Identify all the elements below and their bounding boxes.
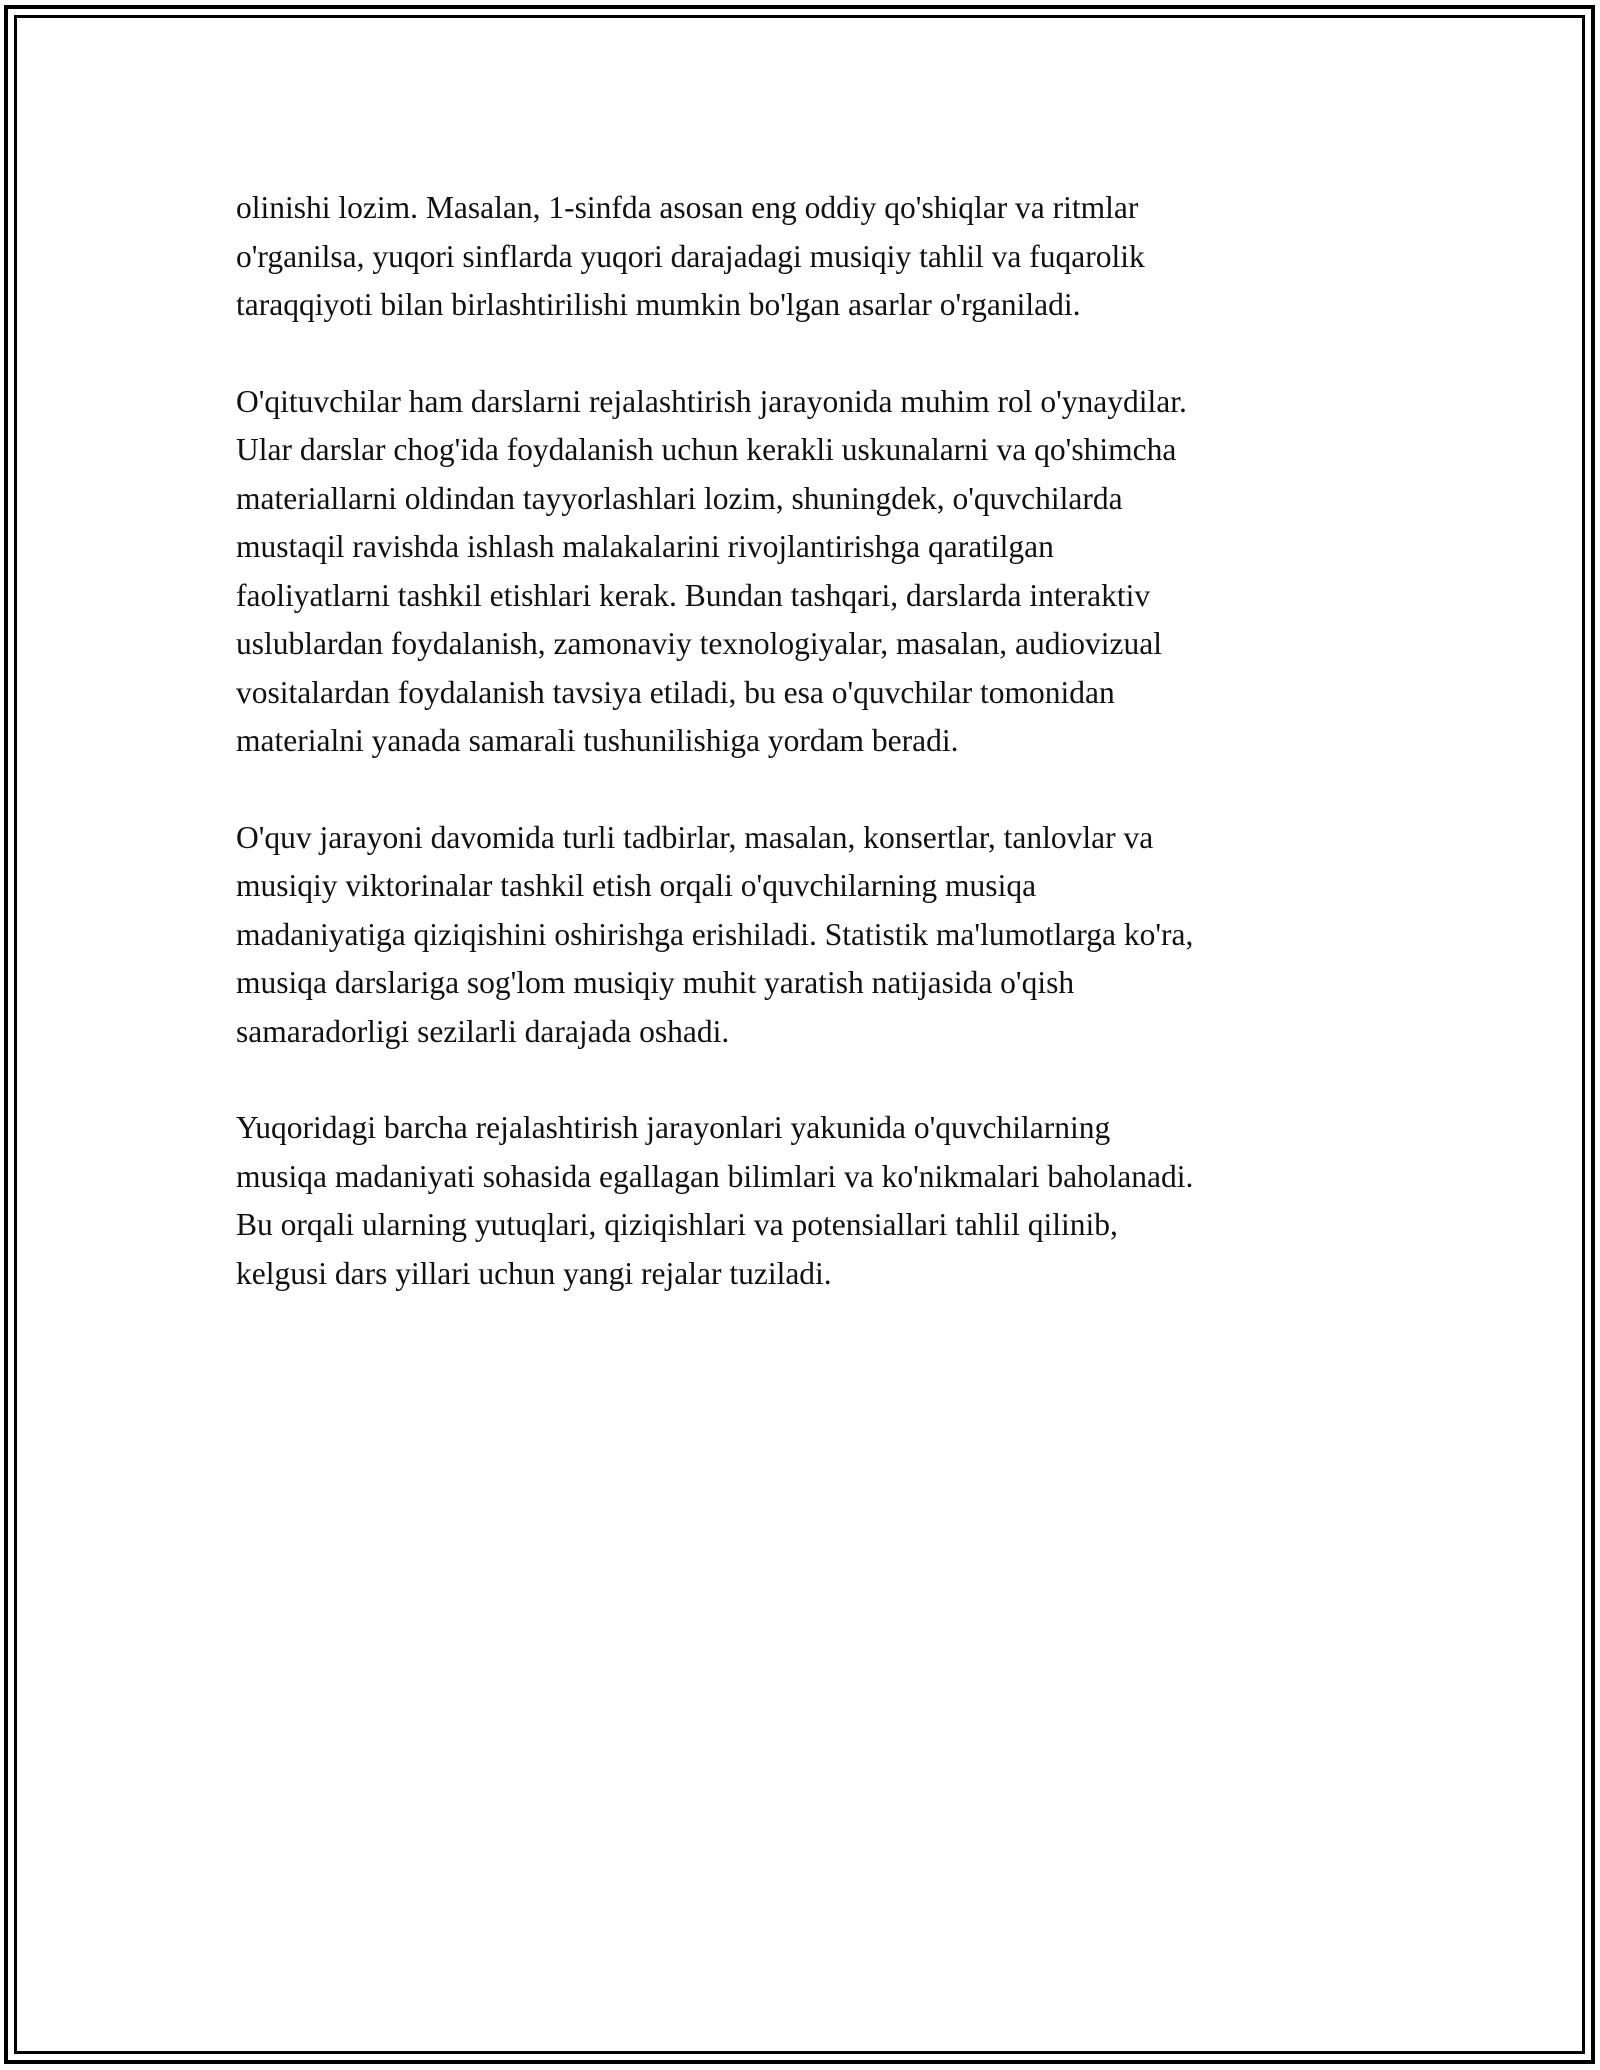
text-line: vositalardan foydalanish tavsiya etiladi, bu esa o'quvchilar tomonidan bbox=[236, 674, 1115, 710]
text-line: musiqiy viktorinalar tashkil etish orqali o'quvchilarning musiqa bbox=[236, 868, 1037, 903]
paragraph-4 bbox=[236, 1104, 1366, 1298]
text-line: o'rganilsa, yuqori sinflarda yuqori darajadagi musiqiy tahlil va fuqarolik bbox=[236, 238, 1145, 274]
text-line: taraqqiyoti bilan birlashtirilishi mumkin bo'lgan asarlar o'rganiladi. bbox=[236, 287, 1081, 322]
text-line: samaradorligi sezilarli darajada oshadi. bbox=[236, 1013, 730, 1049]
text-line: Yuqoridagi barcha rejalashtirish jarayonlari yakunida o'quvchilarning bbox=[236, 1110, 1111, 1145]
text-line: musiqa madaniyati sohasida egallagan bilimlari va ko'nikmalari baholanadi. bbox=[236, 1158, 1194, 1194]
text-line: mustaqil ravishda ishlash malakalarini rivojlantirishga qaratilgan bbox=[236, 529, 1054, 564]
text-line: Bu orqali ularning yutuqlari, qiziqishlari va potensiallari tahlil qilinib, bbox=[236, 1207, 1118, 1242]
text-line: materialni yanada samarali tushunilishiga yordam beradi. bbox=[236, 723, 959, 758]
paragraph-2 bbox=[236, 378, 1366, 766]
paragraph-1 bbox=[236, 184, 1366, 330]
text-line: musiqa darslariga sog'lom musiqiy muhit yaratish natijasida o'qish bbox=[236, 965, 1075, 1000]
paragraph-3 bbox=[236, 814, 1366, 1057]
document-body bbox=[236, 184, 1366, 1346]
text-line: O'qituvchilar ham darslarni rejalashtirish jarayonida muhim rol o'ynaydilar. bbox=[236, 383, 1187, 419]
text-line: kelgusi dars yillari uchun yangi rejalar tuziladi. bbox=[236, 1255, 832, 1291]
text-line: faoliyatlarni tashkil etishlari kerak. Bundan tashqari, darslarda interaktiv bbox=[236, 577, 1151, 613]
text-line: O'quv jarayoni davomida turli tadbirlar, masalan, konsertlar, tanlovlar va bbox=[236, 819, 1154, 855]
text-line: olinishi lozim. Masalan, 1-sinfda asosan eng oddiy qo'shiqlar va ritmlar bbox=[236, 190, 1139, 225]
text-line: madaniyatiga qiziqishini oshirishga erishiladi. Statistik ma'lumotlarga ko'ra, bbox=[236, 916, 1194, 952]
text-line: materiallarni oldindan tayyorlashlari lozim, shuningdek, o'quvchilarda bbox=[236, 480, 1123, 516]
text-line: uslublardan foydalanish, zamonaviy texnologiyalar, masalan, audiovizual bbox=[236, 626, 1162, 661]
text-line: Ular darslar chog'ida foydalanish uchun kerakli uskunalarni va qo'shimcha bbox=[236, 432, 1177, 467]
